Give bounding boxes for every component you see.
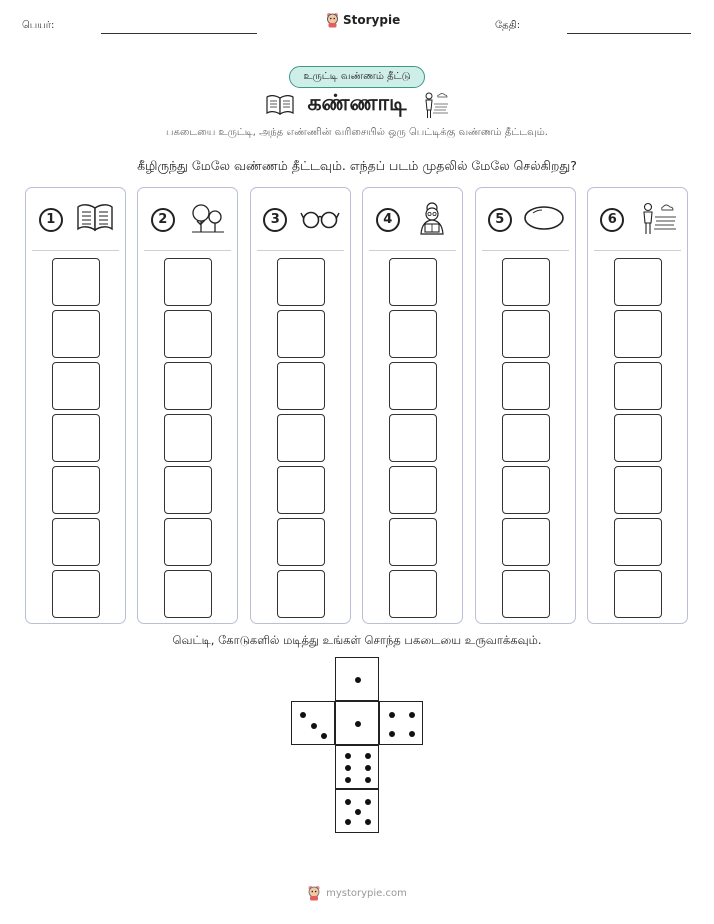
color-box[interactable] bbox=[164, 310, 212, 358]
name-line[interactable] bbox=[101, 33, 257, 34]
color-box[interactable] bbox=[277, 414, 325, 462]
color-box[interactable] bbox=[502, 518, 550, 566]
color-box[interactable] bbox=[389, 258, 437, 306]
column-number: 1 bbox=[39, 208, 63, 232]
die-pip bbox=[345, 799, 351, 805]
brand-logo bbox=[326, 12, 400, 28]
color-box[interactable] bbox=[389, 362, 437, 410]
storypie-mascot-icon bbox=[307, 885, 321, 901]
die-face bbox=[335, 657, 379, 701]
die-face bbox=[291, 701, 335, 745]
die-pip bbox=[365, 819, 371, 825]
color-box[interactable] bbox=[52, 310, 100, 358]
color-box[interactable] bbox=[614, 310, 662, 358]
trees-icon bbox=[188, 202, 226, 238]
page-title: கண்ணாடி bbox=[307, 91, 407, 116]
die-pip bbox=[345, 777, 351, 783]
title-row bbox=[0, 90, 714, 120]
color-box[interactable] bbox=[502, 362, 550, 410]
die-face bbox=[335, 701, 379, 745]
die-pip bbox=[365, 777, 371, 783]
activity-badge: உருட்டி வண்ணம் தீட்டு bbox=[289, 66, 425, 88]
column-divider bbox=[32, 250, 119, 251]
footer bbox=[0, 885, 714, 901]
die-pip bbox=[311, 723, 317, 729]
color-box[interactable] bbox=[52, 362, 100, 410]
brand-name: Storypie bbox=[343, 13, 401, 27]
column-2 bbox=[137, 187, 238, 624]
column-4 bbox=[362, 187, 463, 624]
die-pip bbox=[321, 733, 327, 739]
color-box[interactable] bbox=[502, 570, 550, 618]
column-number: 3 bbox=[263, 208, 287, 232]
name-label: பெயர்: bbox=[22, 20, 55, 31]
color-box[interactable] bbox=[52, 570, 100, 618]
column-divider bbox=[594, 250, 681, 251]
die-face bbox=[335, 745, 379, 789]
color-box[interactable] bbox=[52, 518, 100, 566]
die-pip bbox=[409, 731, 415, 737]
date-label: தேதி: bbox=[495, 20, 521, 31]
column-number: 2 bbox=[151, 208, 175, 232]
column-header bbox=[594, 202, 683, 238]
color-box[interactable] bbox=[277, 362, 325, 410]
die-face bbox=[379, 701, 423, 745]
footer-url[interactable]: mystorypie.com bbox=[326, 887, 407, 899]
die-pip bbox=[355, 721, 361, 727]
die-pip bbox=[365, 799, 371, 805]
column-6 bbox=[587, 187, 688, 624]
color-box[interactable] bbox=[164, 258, 212, 306]
color-box[interactable] bbox=[164, 570, 212, 618]
die-pip bbox=[365, 765, 371, 771]
die-pip bbox=[345, 753, 351, 759]
color-box[interactable] bbox=[389, 414, 437, 462]
die-pip bbox=[300, 712, 306, 718]
column-header bbox=[257, 202, 346, 238]
column-5 bbox=[475, 187, 576, 624]
color-box[interactable] bbox=[164, 414, 212, 462]
color-box[interactable] bbox=[502, 414, 550, 462]
glasses-icon bbox=[300, 205, 340, 235]
column-header bbox=[482, 202, 571, 238]
book-icon bbox=[265, 94, 295, 116]
die-pip bbox=[345, 819, 351, 825]
color-box[interactable] bbox=[389, 310, 437, 358]
color-box[interactable] bbox=[502, 258, 550, 306]
die-pip bbox=[389, 712, 395, 718]
color-box[interactable] bbox=[389, 518, 437, 566]
color-box[interactable] bbox=[52, 414, 100, 462]
color-box[interactable] bbox=[164, 362, 212, 410]
die-face bbox=[335, 789, 379, 833]
column-header bbox=[144, 202, 233, 238]
color-box[interactable] bbox=[614, 570, 662, 618]
color-box[interactable] bbox=[164, 466, 212, 514]
die-pip bbox=[355, 677, 361, 683]
column-divider bbox=[369, 250, 456, 251]
date-line[interactable] bbox=[567, 33, 691, 34]
column-header bbox=[32, 202, 121, 238]
die-pip bbox=[365, 753, 371, 759]
person-by-sea-icon bbox=[419, 90, 449, 120]
color-box[interactable] bbox=[277, 310, 325, 358]
question-text: கீழிருந்து மேலே வண்ணம் தீட்டவும். எந்தப் படம் முதலில் மேலே செல்கிறது? bbox=[137, 158, 577, 173]
color-box[interactable] bbox=[277, 466, 325, 514]
die-instruction: வெட்டி, கோடுகளில் மடித்து உங்கள் சொந்த பகடையை உருவாக்கவும். bbox=[172, 633, 542, 647]
color-box[interactable] bbox=[614, 362, 662, 410]
die-pip bbox=[345, 765, 351, 771]
color-box[interactable] bbox=[389, 466, 437, 514]
color-box[interactable] bbox=[277, 518, 325, 566]
color-box[interactable] bbox=[614, 518, 662, 566]
color-box[interactable] bbox=[614, 258, 662, 306]
color-box[interactable] bbox=[164, 518, 212, 566]
color-box[interactable] bbox=[389, 570, 437, 618]
die-pip bbox=[409, 712, 415, 718]
color-box[interactable] bbox=[502, 466, 550, 514]
color-box[interactable] bbox=[502, 310, 550, 358]
column-divider bbox=[257, 250, 344, 251]
column-divider bbox=[482, 250, 569, 251]
color-box[interactable] bbox=[52, 466, 100, 514]
storypie-mascot-icon bbox=[326, 12, 339, 28]
column-number: 6 bbox=[600, 208, 624, 232]
column-1 bbox=[25, 187, 126, 624]
die-pip bbox=[389, 731, 395, 737]
column-number: 5 bbox=[488, 208, 512, 232]
lens-icon bbox=[523, 204, 565, 236]
color-box[interactable] bbox=[52, 258, 100, 306]
color-box[interactable] bbox=[614, 414, 662, 462]
grandma-reading-icon bbox=[413, 201, 451, 239]
color-box[interactable] bbox=[614, 466, 662, 514]
column-header bbox=[369, 202, 458, 238]
column-number: 4 bbox=[376, 208, 400, 232]
column-divider bbox=[144, 250, 231, 251]
die-pip bbox=[355, 809, 361, 815]
color-box[interactable] bbox=[277, 258, 325, 306]
book-icon bbox=[76, 203, 114, 237]
instruction-text: பகடையை உருட்டி, அந்த எண்ணின் வரிசையில் ஒரு பெட்டிக்கு வண்ணம் தீட்டவும். bbox=[166, 127, 548, 138]
person-by-sea-icon bbox=[637, 200, 677, 240]
color-box[interactable] bbox=[277, 570, 325, 618]
column-3 bbox=[250, 187, 351, 624]
